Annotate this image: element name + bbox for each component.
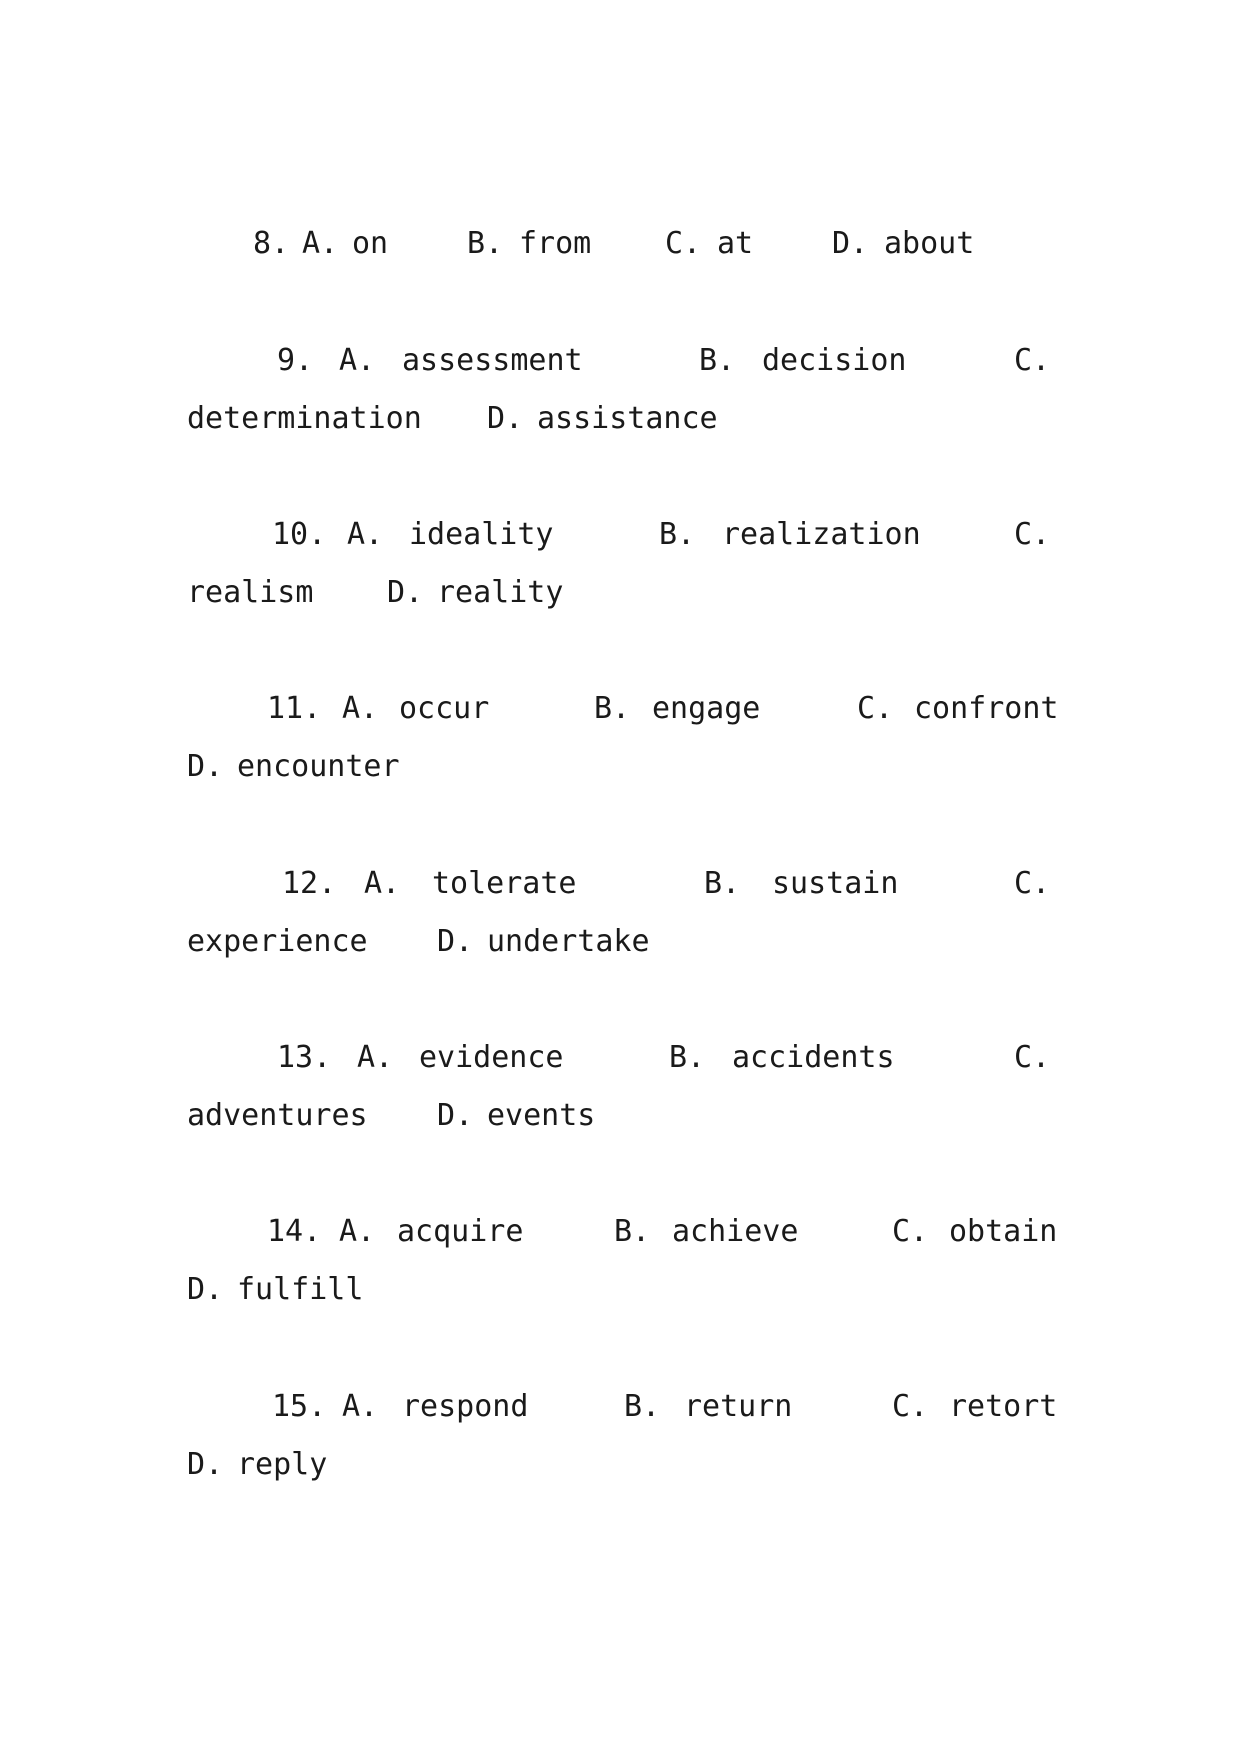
option-c-letter: C. bbox=[1014, 343, 1051, 378]
option-b-text: return bbox=[684, 1389, 793, 1424]
option-b-text: accidents bbox=[732, 1040, 895, 1075]
option-d-text: about bbox=[884, 226, 975, 261]
option-b-text: engage bbox=[652, 691, 761, 726]
option-a-text: acquire bbox=[397, 1214, 524, 1249]
option-d-text: reality bbox=[437, 575, 564, 610]
option-c-letter: C. bbox=[1014, 517, 1051, 552]
question-line bbox=[187, 855, 1051, 913]
option-b-text: sustain bbox=[772, 866, 899, 901]
option-a-text: ideality bbox=[409, 517, 554, 552]
option-a-letter: A. bbox=[339, 343, 376, 378]
option-d-letter: D. bbox=[437, 924, 474, 959]
question-line bbox=[187, 1203, 1058, 1261]
question-line bbox=[187, 1378, 1058, 1436]
question-number: 14. bbox=[267, 1214, 322, 1249]
option-b-letter: B. bbox=[614, 1214, 651, 1249]
option-d-text: undertake bbox=[487, 924, 650, 959]
option-c-text: at bbox=[717, 226, 754, 261]
option-a-text: respond bbox=[402, 1389, 529, 1424]
option-d-letter: D. bbox=[187, 1447, 224, 1482]
option-b-text: achieve bbox=[672, 1214, 799, 1249]
question-number: 12. bbox=[282, 866, 337, 901]
option-c-text: experience bbox=[187, 924, 368, 959]
option-b-letter: B. bbox=[669, 1040, 706, 1075]
option-c-text: obtain bbox=[949, 1214, 1058, 1249]
question-line bbox=[187, 332, 1051, 390]
option-b-letter: B. bbox=[704, 866, 741, 901]
option-b-letter: B. bbox=[699, 343, 736, 378]
question-line bbox=[187, 215, 1047, 273]
option-d-text: events bbox=[487, 1098, 596, 1133]
option-a-letter: A. bbox=[302, 226, 339, 261]
option-c-text: adventures bbox=[187, 1098, 368, 1133]
option-b-letter: B. bbox=[659, 517, 696, 552]
question-15 bbox=[187, 1378, 1058, 1494]
option-d-text: reply bbox=[237, 1447, 328, 1482]
question-line bbox=[187, 913, 1047, 971]
question-9 bbox=[187, 332, 1051, 448]
option-a-text: occur bbox=[399, 691, 490, 726]
option-a-text: tolerate bbox=[432, 866, 577, 901]
option-d-letter: D. bbox=[487, 401, 524, 436]
question-13 bbox=[187, 1029, 1051, 1145]
option-d-letter: D. bbox=[387, 575, 424, 610]
option-d-letter: D. bbox=[832, 226, 869, 261]
option-c-letter: C. bbox=[857, 691, 894, 726]
option-a-letter: A. bbox=[347, 517, 384, 552]
question-number: 9. bbox=[277, 343, 314, 378]
question-number: 8. bbox=[253, 226, 290, 261]
option-a-letter: A. bbox=[339, 1214, 376, 1249]
option-d-text: assistance bbox=[537, 401, 718, 436]
option-d-text: fulfill bbox=[237, 1272, 364, 1307]
option-c-letter: C. bbox=[665, 226, 702, 261]
option-c-text: realism bbox=[187, 575, 314, 610]
question-line bbox=[187, 680, 1059, 738]
option-b-text: realization bbox=[722, 517, 921, 552]
question-line bbox=[187, 390, 1047, 448]
option-a-letter: A. bbox=[342, 691, 379, 726]
question-10 bbox=[187, 506, 1051, 622]
option-a-letter: A. bbox=[364, 866, 401, 901]
option-d-letter: D. bbox=[437, 1098, 474, 1133]
option-a-text: evidence bbox=[419, 1040, 564, 1075]
option-d-text: encounter bbox=[237, 749, 400, 784]
question-number: 15. bbox=[272, 1389, 327, 1424]
option-a-letter: A. bbox=[342, 1389, 379, 1424]
question-number: 10. bbox=[272, 517, 327, 552]
option-b-letter: B. bbox=[594, 691, 631, 726]
option-b-letter: B. bbox=[624, 1389, 661, 1424]
question-14 bbox=[187, 1203, 1058, 1319]
option-c-text: retort bbox=[949, 1389, 1058, 1424]
question-number: 13. bbox=[277, 1040, 332, 1075]
option-c-letter: C. bbox=[1014, 866, 1051, 901]
question-line bbox=[187, 1261, 1047, 1319]
option-c-letter: C. bbox=[892, 1214, 929, 1249]
question-line bbox=[187, 1029, 1051, 1087]
question-8 bbox=[187, 215, 1047, 273]
option-a-text: on bbox=[352, 226, 389, 261]
option-b-letter: B. bbox=[467, 226, 504, 261]
option-a-text: assessment bbox=[402, 343, 583, 378]
question-11 bbox=[187, 680, 1059, 796]
question-12 bbox=[187, 855, 1051, 971]
option-d-letter: D. bbox=[187, 749, 224, 784]
question-line bbox=[187, 564, 1047, 622]
question-line bbox=[187, 1087, 1047, 1145]
option-c-text: confront bbox=[914, 691, 1059, 726]
option-b-text: decision bbox=[762, 343, 907, 378]
question-line bbox=[187, 738, 1047, 796]
question-line bbox=[187, 506, 1051, 564]
option-a-letter: A. bbox=[357, 1040, 394, 1075]
question-line bbox=[187, 1436, 1047, 1494]
option-d-letter: D. bbox=[187, 1272, 224, 1307]
option-c-letter: C. bbox=[892, 1389, 929, 1424]
option-c-text: determination bbox=[187, 401, 422, 436]
option-b-text: from bbox=[519, 226, 592, 261]
option-c-letter: C. bbox=[1014, 1040, 1051, 1075]
question-number: 11. bbox=[267, 691, 322, 726]
